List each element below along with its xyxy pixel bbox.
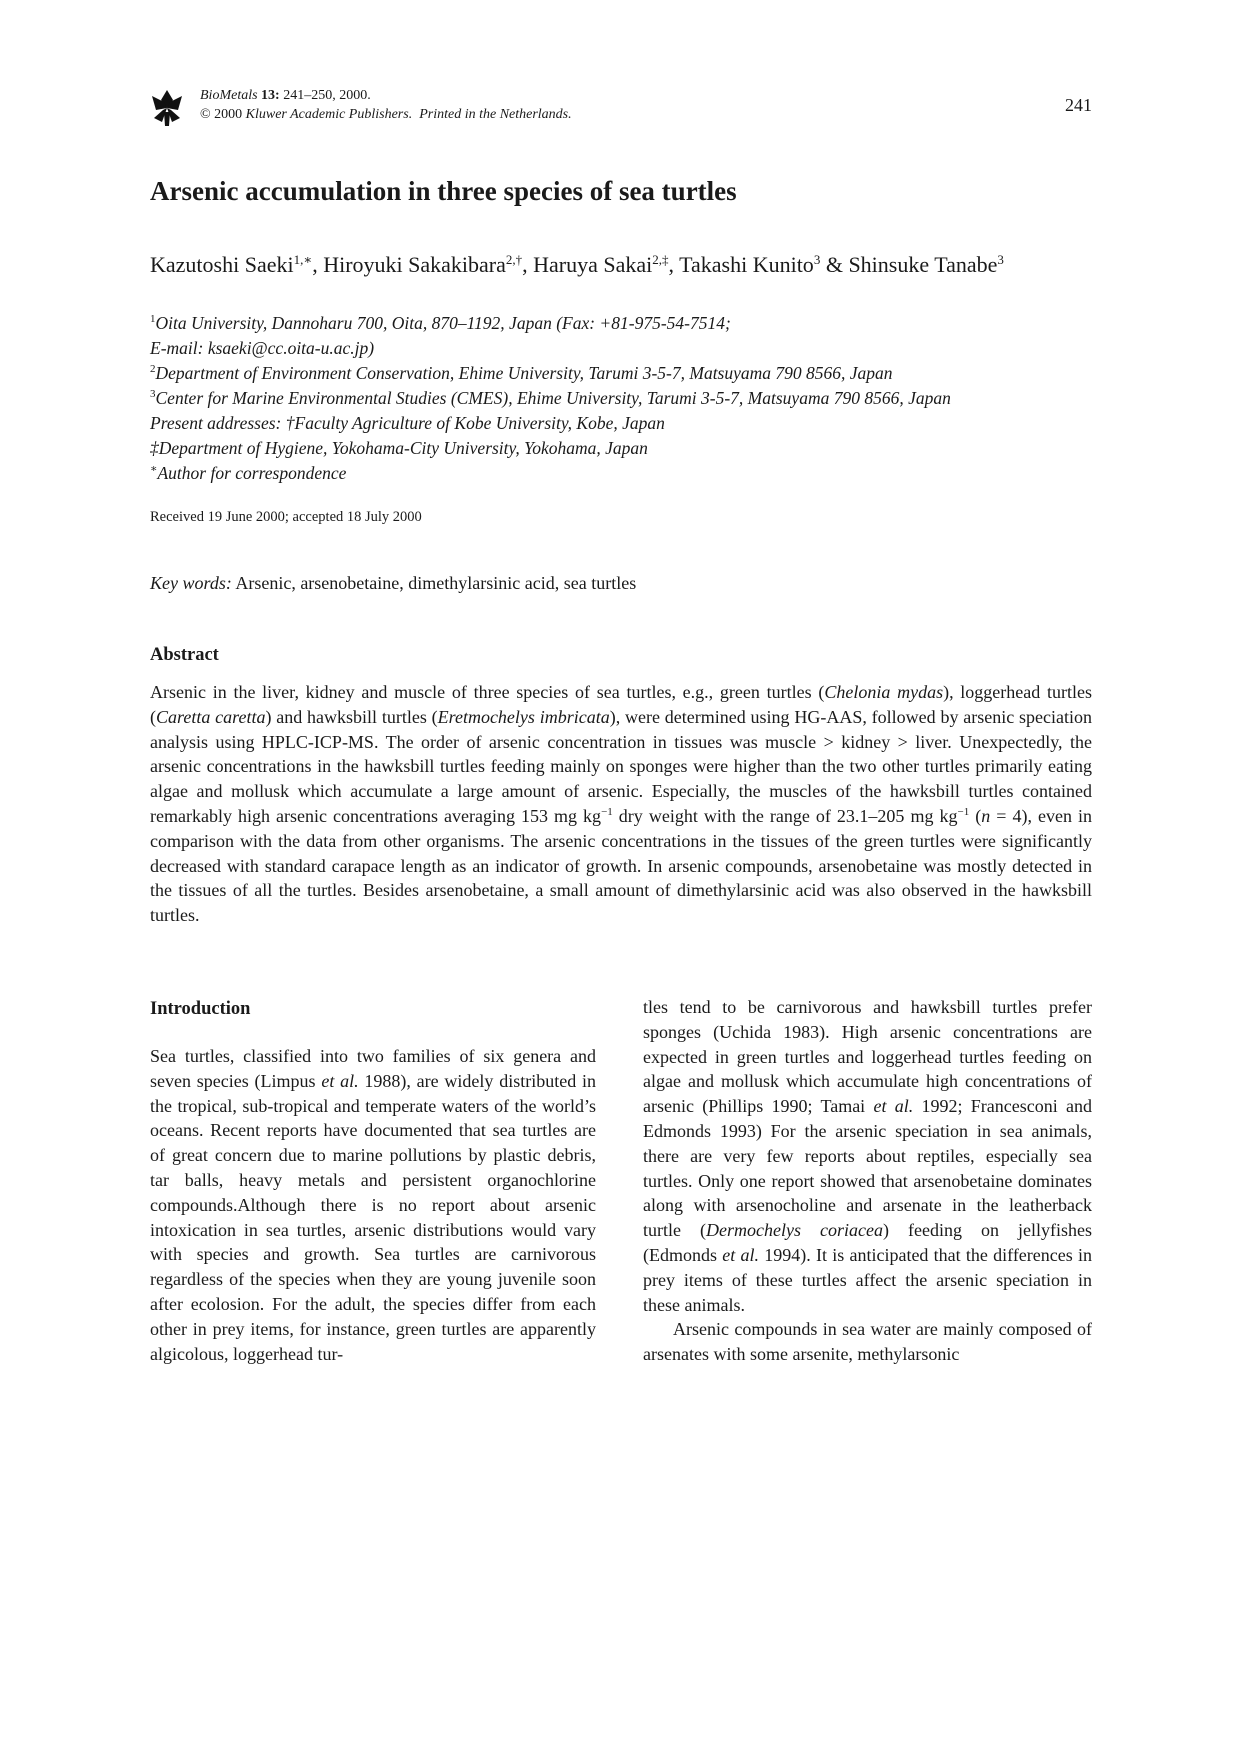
unit-exponent: −1 [601,805,613,818]
abstract-text: Arsenic in the liver, kidney and muscle of three species of sea turtles, e.g., green turtles ( [150,682,825,702]
body-text: ) feeding on jellyfishes (Edmonds [643,1220,1092,1265]
affil-sup: 1 [150,313,156,325]
author-list: Kazutoshi Saeki$^{1,∗}$, Hiroyuki Sakakibara$^{2,\dagger}$, Haruya Sakai$^{2,\ddagger}$, Takashi Kunito$^3$ & Shinsuke Tanabe$^3$ [150,252,1004,277]
copyright-year: © 2000 [200,107,243,122]
abstract-body [150,680,1092,928]
affil-sup: ∗ [150,463,158,475]
present-address-1: Present addresses: †Faculty Agriculture of Kobe University, Kobe, Japan [150,413,665,433]
author-name: Kazutoshi Saeki [150,252,294,277]
introduction-left-column [150,1044,596,1366]
body-paragraph: Arsenic compounds in sea water are mainly composed of arsenates with some arsenite, methylarsonic [643,1319,1092,1365]
affiliation-3 [150,386,1100,411]
species-name: Caretta caretta [156,706,266,727]
italic-text: et al. [873,1096,914,1117]
math-variable: n [981,805,991,826]
received-dates: Received 19 June 2000; accepted 18 July 2000 [150,509,422,525]
abstract-text: ), were determined using HG-AAS, followed by arsenic speciation analysis using HPLC-ICP-MS. The order of arsenic concentration in tissues was muscle > kidney > liver. Unexpectedly, the arsenic concentrations in the hawksbill turtles feeding mainly on sponges were higher than the two other turtles primarily eating algae and mollusk which accumulate a large amount of arsenic. Especially, the muscles of the hawksbill turtles contained remarkably high arsenic concentrations averaging 153 mg kg [150,706,1092,826]
affiliation-text: Department of Environment Conservation, Ehime University, Tarumi 3-5-7, Matsuyama 790 8566, Japan [155,363,893,383]
keywords-text: Arsenic, arsenobetaine, dimethylarsinic acid, sea turtles [235,573,637,593]
article-title: Arsenic accumulation in three species of sea turtles [150,176,737,206]
body-text: 1992; Francesconi and Edmonds 1993) For the arsenic speciation in sea animals, there are very few reports about reptiles, especially sea turtles. Only one report showed that arsenobetaine dominates along with arsenocholine and arsenate in the leatherback turtle ( [643,1096,1092,1241]
body-paragraph [643,995,1092,1317]
italic-text: et al. [722,1244,759,1265]
journal-volume: 13: [261,88,280,103]
publisher-name: Kluwer Academic Publishers. [245,107,413,122]
body-text: tles tend to be carnivorous and hawksbill turtles prefer sponges (Uchida 1983). High arsenic concentrations are expected in green turtles and loggerhead turtles feeding on algae and mollusk which accumulate high concentrations of arsenic (Phillips 1990; Tamai [643,997,1092,1117]
correspondence-text: Author for correspondence [157,463,347,483]
author-conjunction: & [825,252,843,277]
body-text: Sea turtles, classified into two families of six genera and seven species (Limpus [150,1046,596,1091]
abstract-text: ), loggerhead turtles ( [150,682,1092,727]
author-affil-sup: 3 [813,252,821,267]
page-number: 241 [1065,95,1092,115]
affiliation-2 [150,361,1100,386]
journal-pages-year: 241–250, 2000. [283,88,371,103]
abstract-heading: Abstract [150,645,219,665]
affiliation-text: Oita University, Dannoharu 700, Oita, 870–1192, Japan (Fax: +81-975-54-7514; [155,313,731,333]
introduction-right-column [643,995,1092,1367]
journal-name: BioMetals [200,88,258,103]
author-affil-sup: 3 [997,252,1004,267]
copyright-line [200,106,572,124]
author-name: Takashi Kunito [679,252,814,277]
affil-sup: 2 [150,363,156,375]
body-text: 1988), are widely distributed in the tropical, sub-tropical and temperate waters of the world’s oceans. Recent reports have documented that sea turtles are of great concern due to marine pollutions by plastic debris, tar balls, heavy metals and persistent organochlorine compounds.Although there is no report about arsenic intoxication in sea turtles, arsenic distributions would vary with species and growth. Sea turtles are carnivorous regardless of the species when they are young juvenile soon after ecolosion. For the adult, the species differ from each other in prey items, for instance, green turtles are apparently algicolous, loggerhead tur- [150,1070,596,1364]
affiliation-text: Center for Marine Environmental Studies (CMES), Ehime University, Tarumi 3-5-7, Matsuyama 790 8566, Japan [155,388,951,408]
printed-note: Printed in the Netherlands. [419,107,572,122]
abstract-text: ( [969,805,982,826]
author-affil-sup: 2,† [505,252,523,267]
author-name: Shinsuke Tanabe [848,252,998,277]
species-name: Chelonia mydas [824,682,944,702]
journal-citation [200,87,371,105]
introduction-heading: Introduction [150,999,251,1019]
publisher-logo-icon [150,88,184,128]
abstract-text: ) and hawksbill turtles ( [265,706,438,727]
species-name: Eretmochelys imbricata [437,706,610,727]
abstract-text: = 4), even in comparison with the data from other organisms. The arsenic concentrations in the tissues of the green turtles were significantly decreased with standard carapace length as an indicator of growth. In arsenic compounds, arsenobetaine was mostly detected in the tissues of all the turtles. Besides arsenobetaine, a small amount of dimethylarsinic acid was also observed in the hawksbill turtles. [150,805,1092,926]
contact-email[interactable]: E-mail: ksaeki@cc.oita-u.ac.jp) [150,338,375,358]
keywords [150,572,636,594]
correspondence-note [150,461,1100,486]
body-text: 1994). It is anticipated that the differences in prey items of these turtles affect the arsenic speciation in these animals. [643,1244,1093,1315]
present-address-2: ‡Department of Hygiene, Yokohama-City University, Yokohama, Japan [150,438,648,458]
author-affil-sup: 2,‡ [652,252,669,267]
author-name: Hiroyuki Sakakibara [323,252,506,277]
keywords-label: Key words: [150,573,232,593]
author-affil-sup: 1,∗ [293,252,313,267]
author-name: Haruya Sakai [533,252,653,277]
italic-text: Dermochelys coriacea [706,1220,883,1241]
abstract-text: dry weight with the range of 23.1–205 mg kg [612,805,958,826]
affiliations [150,311,1100,486]
unit-exponent: −1 [957,805,970,818]
affil-sup: 3 [150,388,156,400]
affiliation-1 [150,311,1100,336]
et-al: et al. [321,1070,359,1091]
